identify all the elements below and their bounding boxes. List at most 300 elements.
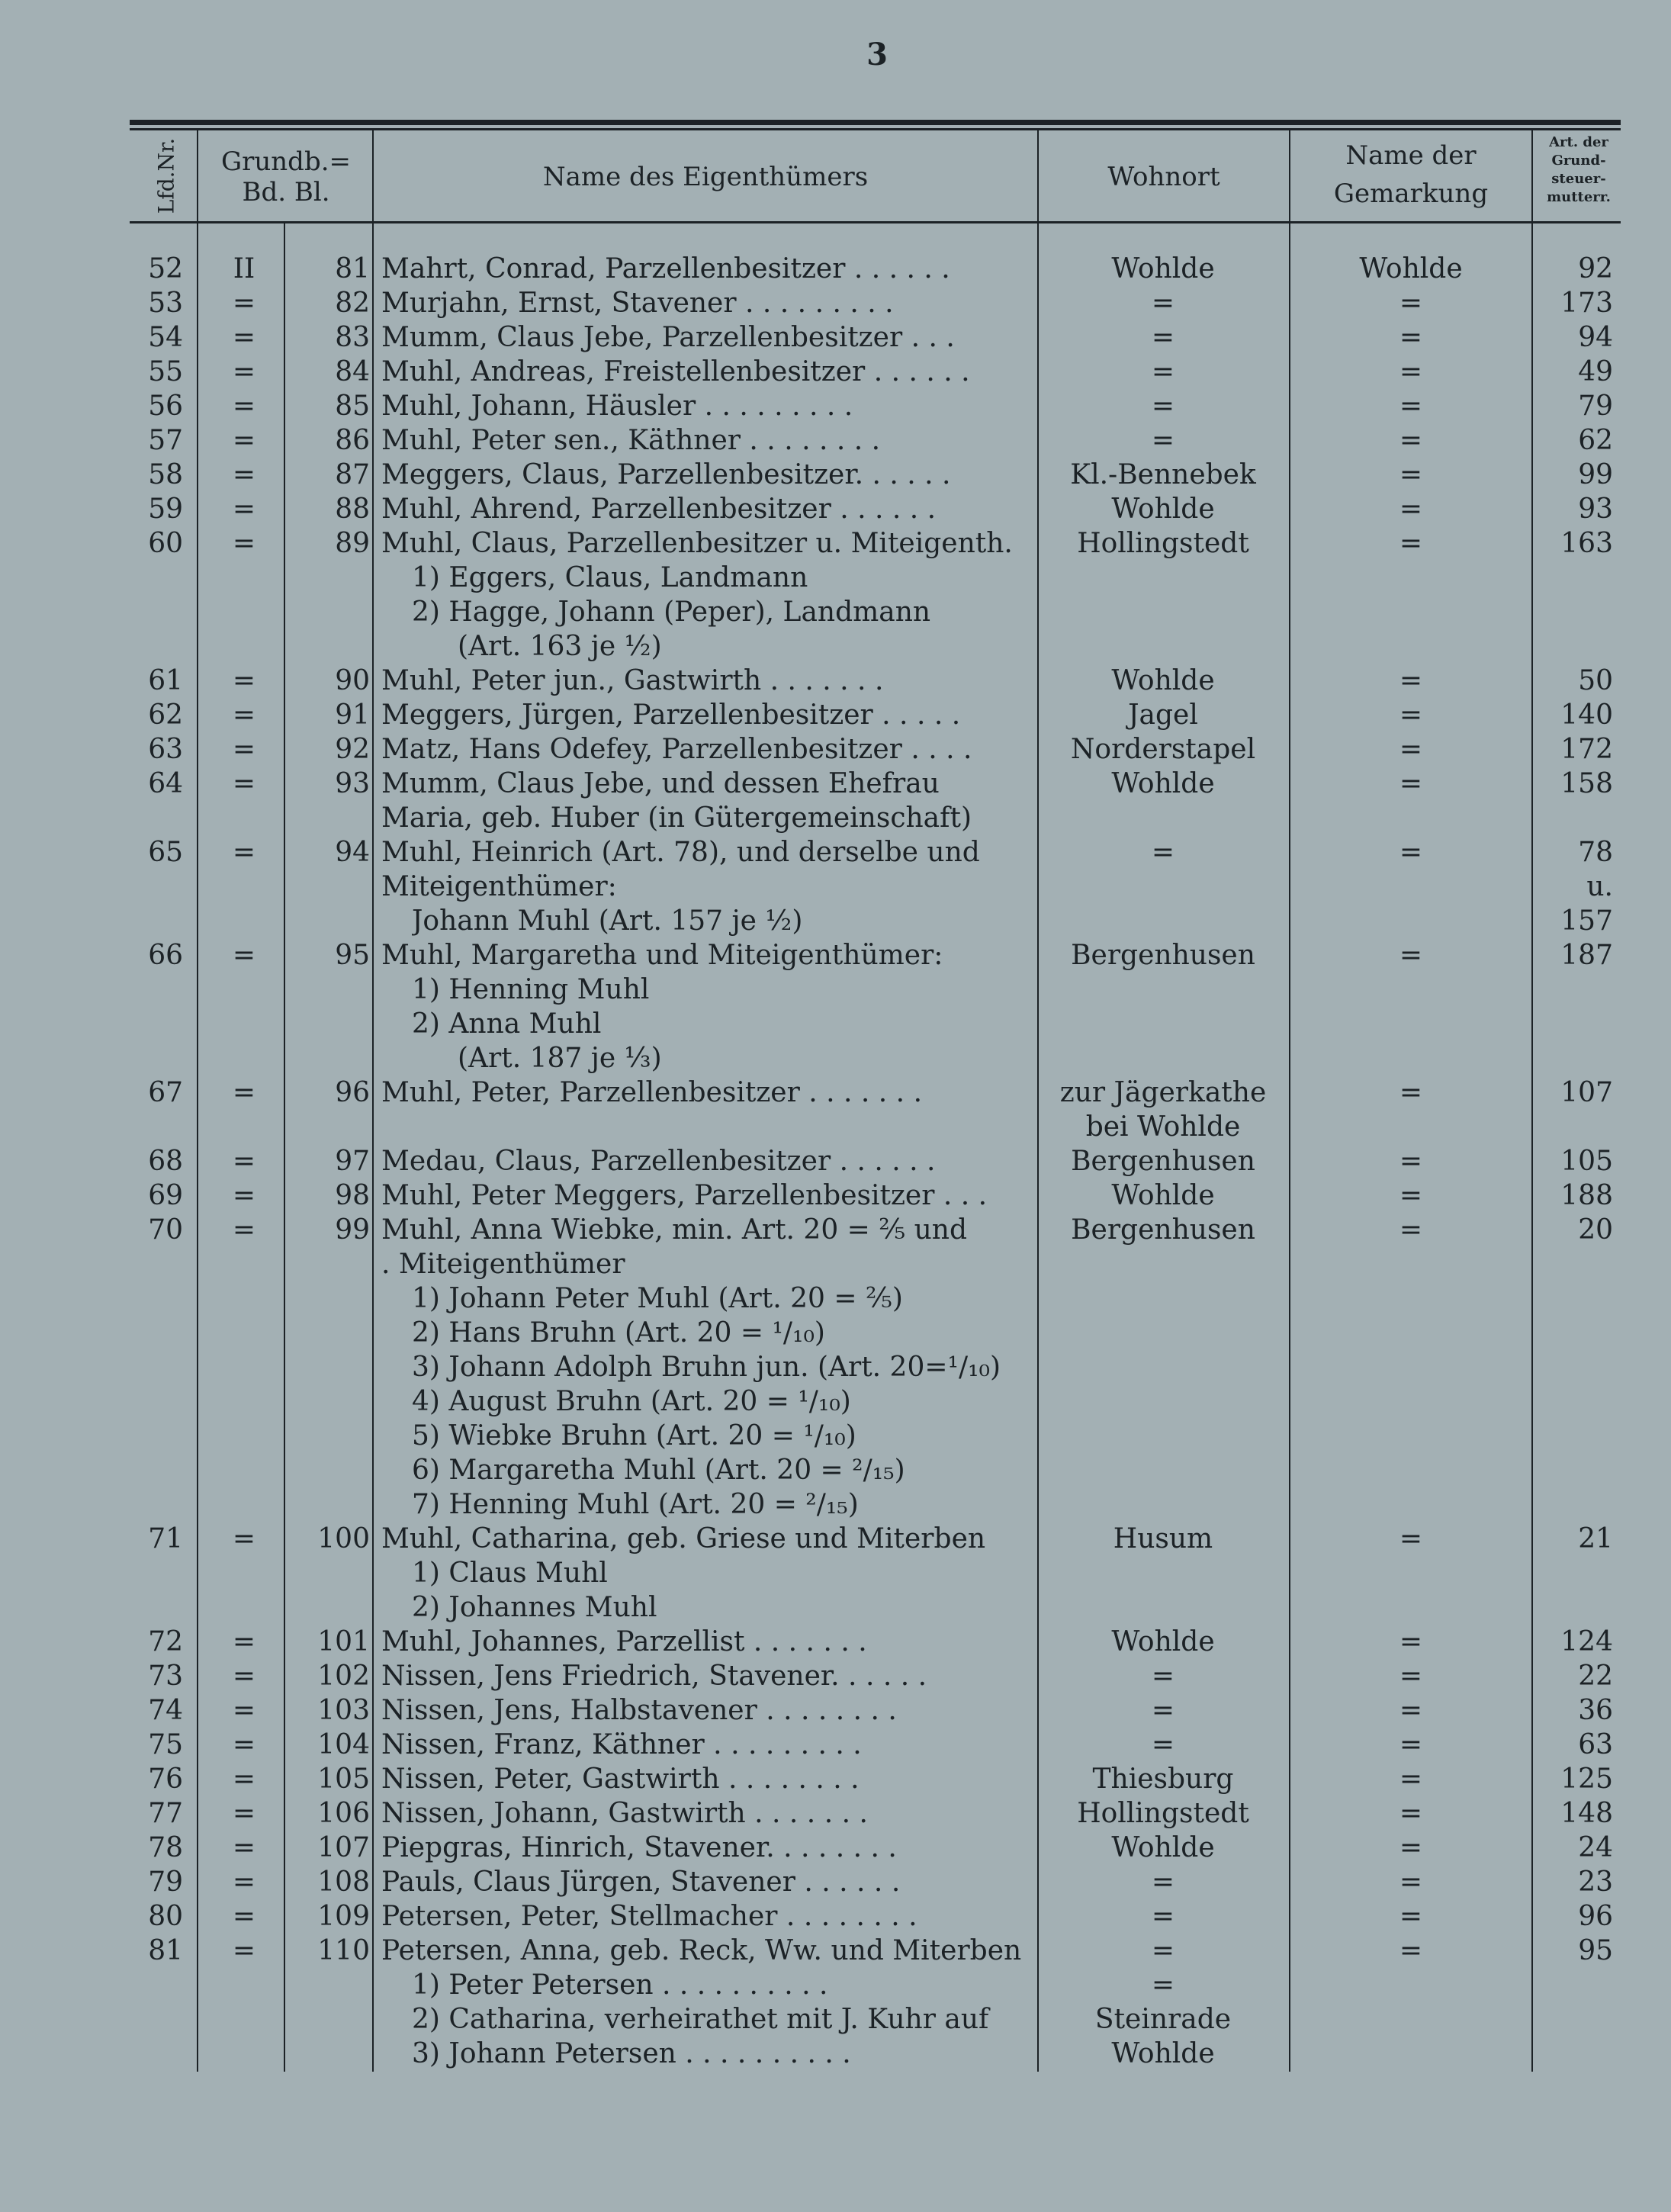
row-art: 95 bbox=[1578, 1935, 1613, 1966]
row-band: = bbox=[232, 1695, 256, 1726]
row-gemarkung: = bbox=[1399, 768, 1423, 799]
row-art: 187 bbox=[1560, 940, 1613, 971]
row-art: 96 bbox=[1578, 1901, 1613, 1932]
row-nr: 67 bbox=[148, 1077, 183, 1108]
row-blatt: 106 bbox=[317, 1798, 370, 1829]
row-owner-name: Matz, Hans Odefey, Parzellenbesitzer . . . . bbox=[381, 734, 972, 765]
row-nr: 56 bbox=[148, 391, 183, 422]
row-band: = bbox=[232, 734, 256, 765]
row-wohnort: Bergenhusen bbox=[1071, 1146, 1255, 1177]
row-owner-name: Muhl, Margaretha und Miteigenthümer: bbox=[381, 940, 943, 971]
table-row bbox=[0, 595, 1671, 629]
table-row bbox=[0, 1178, 1671, 1213]
row-nr: 80 bbox=[148, 1901, 183, 1932]
row-band: = bbox=[232, 322, 256, 353]
row-owner-name: (Art. 163 je ½) bbox=[458, 631, 662, 662]
row-nr: 79 bbox=[148, 1866, 183, 1898]
row-owner-name: 2) Hagge, Johann (Peper), Landmann bbox=[412, 596, 931, 628]
row-blatt: 94 bbox=[335, 837, 370, 868]
row-blatt: 81 bbox=[335, 253, 370, 285]
row-band: = bbox=[232, 391, 256, 422]
row-wohnort: Thiesburg bbox=[1092, 1763, 1234, 1795]
row-art: 92 bbox=[1578, 253, 1613, 285]
row-wohnort: Kl.-Bennebek bbox=[1070, 459, 1256, 490]
table-row bbox=[0, 973, 1671, 1007]
row-gemarkung: = bbox=[1399, 1077, 1423, 1108]
table-row bbox=[0, 1419, 1671, 1453]
row-band: = bbox=[232, 1935, 256, 1966]
row-wohnort: = bbox=[1151, 1901, 1175, 1932]
table-row bbox=[0, 904, 1671, 938]
row-gemarkung: = bbox=[1399, 1214, 1423, 1246]
table-row bbox=[0, 835, 1671, 870]
row-band: = bbox=[232, 1661, 256, 1692]
row-gemarkung: = bbox=[1399, 425, 1423, 456]
table-row bbox=[0, 1384, 1671, 1419]
row-owner-name: Muhl, Peter, Parzellenbesitzer . . . . . . . bbox=[381, 1077, 923, 1108]
row-gemarkung: = bbox=[1399, 1798, 1423, 1829]
row-owner-name: 7) Henning Muhl (Art. 20 = ²/₁₅) bbox=[412, 1489, 859, 1520]
row-wohnort: = bbox=[1151, 322, 1175, 353]
row-owner-name: 2) Catharina, verheirathet mit J. Kuhr auf bbox=[412, 2004, 989, 2035]
table-row bbox=[0, 1007, 1671, 1041]
row-owner-name: 1) Claus Muhl bbox=[412, 1558, 608, 1589]
table-row bbox=[0, 767, 1671, 801]
row-wohnort: Wohlde bbox=[1111, 2038, 1215, 2069]
row-owner-name: Muhl, Claus, Parzellenbesitzer u. Miteigenth. bbox=[381, 528, 1013, 559]
row-wohnort: Jagel bbox=[1128, 699, 1198, 731]
row-owner-name: (Art. 187 je ⅓) bbox=[458, 1043, 662, 1074]
row-gemarkung: = bbox=[1399, 1695, 1423, 1726]
row-owner-name: Muhl, Peter sen., Käthner . . . . . . . . bbox=[381, 425, 881, 456]
row-blatt: 105 bbox=[317, 1763, 370, 1795]
table-row bbox=[0, 870, 1671, 904]
header-rule bbox=[130, 221, 1621, 223]
row-band: = bbox=[232, 665, 256, 696]
row-art: 62 bbox=[1578, 425, 1613, 456]
row-blatt: 83 bbox=[335, 322, 370, 353]
row-blatt: 93 bbox=[335, 768, 370, 799]
row-art: 105 bbox=[1560, 1146, 1613, 1177]
row-band: = bbox=[232, 940, 256, 971]
row-owner-name: 1) Peter Petersen . . . . . . . . . . bbox=[412, 1969, 828, 2001]
row-band: = bbox=[232, 1214, 256, 1246]
row-art: 173 bbox=[1560, 288, 1613, 319]
header-grundb: Grundb.= bbox=[220, 146, 352, 177]
row-owner-name: Murjahn, Ernst, Stavener . . . . . . . . . bbox=[381, 288, 894, 319]
table-row bbox=[0, 1796, 1671, 1831]
row-art: 140 bbox=[1560, 699, 1613, 731]
row-band: = bbox=[232, 288, 256, 319]
row-blatt: 82 bbox=[335, 288, 370, 319]
table-row bbox=[0, 355, 1671, 389]
top-rule-thick bbox=[130, 120, 1621, 125]
row-nr: 58 bbox=[148, 459, 183, 490]
row-art: 23 bbox=[1578, 1866, 1613, 1898]
header-bd-bl: Bd. Bl. bbox=[242, 177, 330, 207]
table-row bbox=[0, 320, 1671, 355]
row-gemarkung: = bbox=[1399, 459, 1423, 490]
row-owner-name: Muhl, Johannes, Parzellist . . . . . . . bbox=[381, 1626, 867, 1657]
row-gemarkung: = bbox=[1399, 837, 1423, 868]
row-owner-name: . Miteigenthümer bbox=[381, 1249, 625, 1280]
row-owner-name: 3) Johann Petersen . . . . . . . . . . bbox=[412, 2038, 851, 2069]
row-art: 36 bbox=[1578, 1695, 1613, 1726]
row-owner-name: Maria, geb. Huber (in Gütergemeinschaft) bbox=[381, 802, 972, 834]
row-blatt: 102 bbox=[317, 1661, 370, 1692]
table-row bbox=[0, 1934, 1671, 1968]
row-art: 49 bbox=[1578, 356, 1613, 387]
table-row bbox=[0, 1453, 1671, 1487]
row-gemarkung: = bbox=[1399, 1763, 1423, 1795]
row-nr: 70 bbox=[148, 1214, 183, 1246]
row-blatt: 99 bbox=[335, 1214, 370, 1246]
row-owner-name: Miteigenthümer: bbox=[381, 871, 617, 902]
row-gemarkung: = bbox=[1399, 1832, 1423, 1863]
row-blatt: 110 bbox=[317, 1935, 370, 1966]
row-art: 63 bbox=[1578, 1729, 1613, 1760]
table-row bbox=[0, 1213, 1671, 1247]
row-band: = bbox=[232, 459, 256, 490]
row-wohnort: zur Jägerkathe bbox=[1059, 1077, 1267, 1108]
row-nr: 55 bbox=[148, 356, 183, 387]
header-art-line3: steuer- bbox=[1551, 171, 1606, 187]
row-band: = bbox=[232, 1763, 256, 1795]
row-owner-name: 2) Johannes Muhl bbox=[412, 1592, 657, 1623]
row-wohnort: bei Wohlde bbox=[1085, 1111, 1241, 1143]
row-owner-name: 2) Hans Bruhn (Art. 20 = ¹/₁₀) bbox=[412, 1317, 825, 1349]
row-band: = bbox=[232, 1866, 256, 1898]
row-band: = bbox=[232, 425, 256, 456]
row-nr: 71 bbox=[148, 1523, 183, 1555]
table-row bbox=[0, 1659, 1671, 1693]
row-wohnort: = bbox=[1151, 1695, 1175, 1726]
table-row bbox=[0, 1693, 1671, 1728]
row-owner-name: Nissen, Franz, Käthner . . . . . . . . . bbox=[381, 1729, 862, 1760]
row-art: 94 bbox=[1578, 322, 1613, 353]
row-nr: 76 bbox=[148, 1763, 183, 1795]
row-nr: 73 bbox=[148, 1661, 183, 1692]
row-blatt: 87 bbox=[335, 459, 370, 490]
row-wohnort: = bbox=[1151, 1661, 1175, 1692]
row-art: 163 bbox=[1560, 528, 1613, 559]
row-owner-name: Mumm, Claus Jebe, und dessen Ehefrau bbox=[381, 768, 940, 799]
table-row bbox=[0, 629, 1671, 664]
row-band: = bbox=[232, 1146, 256, 1177]
row-gemarkung: = bbox=[1399, 940, 1423, 971]
table-row bbox=[0, 286, 1671, 320]
row-wohnort: Steinrade bbox=[1094, 2004, 1232, 2035]
row-gemarkung: = bbox=[1399, 494, 1423, 525]
row-gemarkung: = bbox=[1399, 1523, 1423, 1555]
top-rule-thin bbox=[130, 128, 1621, 130]
header-gemarkung-line2: Gemarkung bbox=[1333, 178, 1489, 209]
row-gemarkung: = bbox=[1399, 322, 1423, 353]
table-row bbox=[0, 1281, 1671, 1316]
row-art: 148 bbox=[1560, 1798, 1613, 1829]
table-row bbox=[0, 1144, 1671, 1178]
header-art-line4: mutterr. bbox=[1547, 189, 1611, 205]
row-owner-name: 2) Anna Muhl bbox=[412, 1008, 602, 1040]
row-nr: 68 bbox=[148, 1146, 183, 1177]
row-blatt: 95 bbox=[335, 940, 370, 971]
row-wohnort: Norderstapel bbox=[1070, 734, 1256, 765]
row-art: 20 bbox=[1578, 1214, 1613, 1246]
row-blatt: 89 bbox=[335, 528, 370, 559]
row-art: 78 bbox=[1578, 837, 1613, 868]
row-wohnort: Wohlde bbox=[1111, 768, 1215, 799]
row-wohnort: = bbox=[1151, 1935, 1175, 1966]
table-row bbox=[0, 1316, 1671, 1350]
row-art: 22 bbox=[1578, 1661, 1613, 1692]
row-owner-name: Piepgras, Hinrich, Stavener. . . . . . . . bbox=[381, 1832, 897, 1863]
header-art-line2: Grund- bbox=[1551, 153, 1606, 169]
row-art: 21 bbox=[1578, 1523, 1613, 1555]
row-wohnort: = bbox=[1151, 837, 1175, 868]
row-blatt: 96 bbox=[335, 1077, 370, 1108]
row-owner-name: Meggers, Claus, Parzellenbesitzer. . . . . . bbox=[381, 459, 951, 490]
row-art: u. bbox=[1586, 871, 1613, 902]
row-blatt: 85 bbox=[335, 391, 370, 422]
row-band: = bbox=[232, 494, 256, 525]
row-wohnort: Hollingstedt bbox=[1077, 1798, 1249, 1829]
row-owner-name: Muhl, Ahrend, Parzellenbesitzer . . . . . . bbox=[381, 494, 937, 525]
table-row bbox=[0, 1590, 1671, 1625]
row-nr: 54 bbox=[148, 322, 183, 353]
table-row bbox=[0, 561, 1671, 595]
table-row bbox=[0, 1041, 1671, 1075]
table-row bbox=[0, 1728, 1671, 1762]
row-gemarkung: Wohlde bbox=[1359, 253, 1463, 285]
row-blatt: 88 bbox=[335, 494, 370, 525]
row-wohnort: = bbox=[1151, 1969, 1175, 2001]
row-blatt: 108 bbox=[317, 1866, 370, 1898]
row-blatt: 84 bbox=[335, 356, 370, 387]
row-owner-name: Petersen, Anna, geb. Reck, Ww. und Miterben bbox=[381, 1935, 1022, 1966]
row-wohnort: Hollingstedt bbox=[1077, 528, 1249, 559]
row-owner-name: 3) Johann Adolph Bruhn jun. (Art. 20=¹/₁₀) bbox=[412, 1352, 1001, 1383]
row-band: = bbox=[232, 1901, 256, 1932]
row-nr: 81 bbox=[148, 1935, 183, 1966]
table-row bbox=[0, 664, 1671, 698]
row-owner-name: Johann Muhl (Art. 157 je ½) bbox=[412, 905, 803, 937]
table-row bbox=[0, 1968, 1671, 2002]
table-row bbox=[0, 1522, 1671, 1556]
row-gemarkung: = bbox=[1399, 1661, 1423, 1692]
row-nr: 66 bbox=[148, 940, 183, 971]
row-art: 124 bbox=[1560, 1626, 1613, 1657]
row-owner-name: 4) August Bruhn (Art. 20 = ¹/₁₀) bbox=[412, 1386, 851, 1417]
row-wohnort: Husum bbox=[1113, 1523, 1213, 1555]
row-nr: 69 bbox=[148, 1180, 183, 1211]
row-blatt: 104 bbox=[317, 1729, 370, 1760]
row-gemarkung: = bbox=[1399, 734, 1423, 765]
row-owner-name: Nissen, Jens Friedrich, Stavener. . . . . . bbox=[381, 1661, 927, 1692]
row-gemarkung: = bbox=[1399, 1901, 1423, 1932]
row-band: = bbox=[232, 356, 256, 387]
row-owner-name: Pauls, Claus Jürgen, Stavener . . . . . . bbox=[381, 1866, 901, 1898]
row-wohnort: Wohlde bbox=[1111, 494, 1215, 525]
row-art: 158 bbox=[1560, 768, 1613, 799]
row-art: 125 bbox=[1560, 1763, 1613, 1795]
row-nr: 72 bbox=[148, 1626, 183, 1657]
row-band: = bbox=[232, 699, 256, 731]
row-band: = bbox=[232, 1180, 256, 1211]
row-owner-name: Mumm, Claus Jebe, Parzellenbesitzer . . . bbox=[381, 322, 955, 353]
row-gemarkung: = bbox=[1399, 1729, 1423, 1760]
table-row bbox=[0, 252, 1671, 286]
row-gemarkung: = bbox=[1399, 1935, 1423, 1966]
row-gemarkung: = bbox=[1399, 528, 1423, 559]
row-gemarkung: = bbox=[1399, 288, 1423, 319]
table-row bbox=[0, 1247, 1671, 1281]
row-owner-name: Nissen, Jens, Halbstavener . . . . . . . . bbox=[381, 1695, 897, 1726]
row-wohnort: Wohlde bbox=[1111, 1180, 1215, 1211]
header-wohnort: Wohnort bbox=[1107, 162, 1220, 192]
row-blatt: 86 bbox=[335, 425, 370, 456]
row-nr: 64 bbox=[148, 768, 183, 799]
row-art: 157 bbox=[1560, 905, 1613, 937]
table-row bbox=[0, 938, 1671, 973]
row-owner-name: 1) Eggers, Claus, Landmann bbox=[412, 562, 808, 593]
row-art: 50 bbox=[1578, 665, 1613, 696]
row-wohnort: = bbox=[1151, 288, 1175, 319]
row-owner-name: 5) Wiebke Bruhn (Art. 20 = ¹/₁₀) bbox=[412, 1420, 856, 1452]
row-nr: 78 bbox=[148, 1832, 183, 1863]
table-row bbox=[0, 1110, 1671, 1144]
table-row bbox=[0, 526, 1671, 561]
row-nr: 59 bbox=[148, 494, 183, 525]
row-owner-name: 6) Margaretha Muhl (Art. 20 = ²/₁₅) bbox=[412, 1455, 905, 1486]
row-gemarkung: = bbox=[1399, 1146, 1423, 1177]
row-owner-name: Nissen, Johann, Gastwirth . . . . . . . bbox=[381, 1798, 868, 1829]
row-gemarkung: = bbox=[1399, 1626, 1423, 1657]
row-art: 79 bbox=[1578, 391, 1613, 422]
row-owner-name: 1) Johann Peter Muhl (Art. 20 = ⅖) bbox=[412, 1283, 903, 1314]
row-owner-name: Muhl, Johann, Häusler . . . . . . . . . bbox=[381, 391, 853, 422]
row-nr: 53 bbox=[148, 288, 183, 319]
row-owner-name: Muhl, Peter jun., Gastwirth . . . . . . . bbox=[381, 665, 884, 696]
row-gemarkung: = bbox=[1399, 1866, 1423, 1898]
header-name: Name des Eigenthümers bbox=[542, 162, 869, 192]
row-wohnort: = bbox=[1151, 356, 1175, 387]
table-row bbox=[0, 801, 1671, 835]
row-wohnort: Wohlde bbox=[1111, 665, 1215, 696]
table-row bbox=[0, 698, 1671, 732]
row-art: 172 bbox=[1560, 734, 1613, 765]
row-wohnort: Bergenhusen bbox=[1071, 940, 1255, 971]
row-owner-name: Nissen, Peter, Gastwirth . . . . . . . . bbox=[381, 1763, 860, 1795]
table-row bbox=[0, 1625, 1671, 1659]
row-gemarkung: = bbox=[1399, 1180, 1423, 1211]
row-blatt: 91 bbox=[335, 699, 370, 731]
table-row bbox=[0, 1762, 1671, 1796]
row-band: = bbox=[232, 1077, 256, 1108]
row-blatt: 107 bbox=[317, 1832, 370, 1863]
row-owner-name: Muhl, Anna Wiebke, min. Art. 20 = ⅖ und bbox=[381, 1214, 968, 1246]
row-wohnort: = bbox=[1151, 425, 1175, 456]
table-row bbox=[0, 1556, 1671, 1590]
row-band: = bbox=[232, 1523, 256, 1555]
row-band: = bbox=[232, 1729, 256, 1760]
row-wohnort: Wohlde bbox=[1111, 1832, 1215, 1863]
ledger-rows bbox=[0, 252, 1671, 2071]
row-band: = bbox=[232, 1626, 256, 1657]
row-blatt: 98 bbox=[335, 1180, 370, 1211]
row-wohnort: Wohlde bbox=[1111, 253, 1215, 285]
table-row bbox=[0, 389, 1671, 423]
row-owner-name: Mahrt, Conrad, Parzellenbesitzer . . . . . . bbox=[381, 253, 950, 285]
row-nr: 63 bbox=[148, 734, 183, 765]
row-band: = bbox=[232, 768, 256, 799]
header-art-line1: Art. der bbox=[1549, 134, 1608, 150]
row-blatt: 97 bbox=[335, 1146, 370, 1177]
row-blatt: 92 bbox=[335, 734, 370, 765]
table-row bbox=[0, 492, 1671, 526]
row-nr: 57 bbox=[148, 425, 183, 456]
table-row bbox=[0, 1075, 1671, 1110]
row-nr: 52 bbox=[148, 253, 183, 285]
row-band: = bbox=[232, 837, 256, 868]
row-owner-name: 1) Henning Muhl bbox=[412, 974, 650, 1005]
row-art: 107 bbox=[1560, 1077, 1613, 1108]
row-nr: 77 bbox=[148, 1798, 183, 1829]
row-nr: 61 bbox=[148, 665, 183, 696]
header-nr: Lfd.Nr. bbox=[153, 137, 179, 214]
row-owner-name: Muhl, Andreas, Freistellenbesitzer . . . . . . bbox=[381, 356, 970, 387]
row-wohnort: = bbox=[1151, 1729, 1175, 1760]
row-blatt: 90 bbox=[335, 665, 370, 696]
row-art: 99 bbox=[1578, 459, 1613, 490]
table-row bbox=[0, 423, 1671, 458]
row-gemarkung: = bbox=[1399, 356, 1423, 387]
row-band: = bbox=[232, 528, 256, 559]
row-nr: 62 bbox=[148, 699, 183, 731]
row-gemarkung: = bbox=[1399, 391, 1423, 422]
row-blatt: 100 bbox=[317, 1523, 370, 1555]
row-wohnort: = bbox=[1151, 391, 1175, 422]
row-nr: 75 bbox=[148, 1729, 183, 1760]
row-art: 188 bbox=[1560, 1180, 1613, 1211]
table-row bbox=[0, 2037, 1671, 2071]
row-gemarkung: = bbox=[1399, 665, 1423, 696]
page-number: 3 bbox=[866, 37, 888, 72]
table-row bbox=[0, 458, 1671, 492]
row-wohnort: Bergenhusen bbox=[1071, 1214, 1255, 1246]
table-row bbox=[0, 1899, 1671, 1934]
row-owner-name: Meggers, Jürgen, Parzellenbesitzer . . . . . bbox=[381, 699, 961, 731]
row-band: = bbox=[232, 1798, 256, 1829]
table-row bbox=[0, 2002, 1671, 2037]
row-art: 24 bbox=[1578, 1832, 1613, 1863]
table-row bbox=[0, 1831, 1671, 1865]
row-blatt: 101 bbox=[317, 1626, 370, 1657]
row-band: = bbox=[232, 1832, 256, 1863]
row-owner-name: Medau, Claus, Parzellenbesitzer . . . . . . bbox=[381, 1146, 936, 1177]
row-blatt: 103 bbox=[317, 1695, 370, 1726]
row-band: II bbox=[233, 253, 255, 285]
table-row bbox=[0, 1350, 1671, 1384]
row-owner-name: Muhl, Catharina, geb. Griese und Miterben bbox=[381, 1523, 986, 1555]
row-nr: 60 bbox=[148, 528, 183, 559]
row-gemarkung: = bbox=[1399, 699, 1423, 731]
row-owner-name: Petersen, Peter, Stellmacher . . . . . . . . bbox=[381, 1901, 917, 1932]
row-nr: 65 bbox=[148, 837, 183, 868]
row-nr: 74 bbox=[148, 1695, 183, 1726]
row-owner-name: Muhl, Heinrich (Art. 78), und derselbe und bbox=[381, 837, 980, 868]
header-gemarkung-line1: Name der bbox=[1345, 140, 1477, 171]
table-row bbox=[0, 1865, 1671, 1899]
